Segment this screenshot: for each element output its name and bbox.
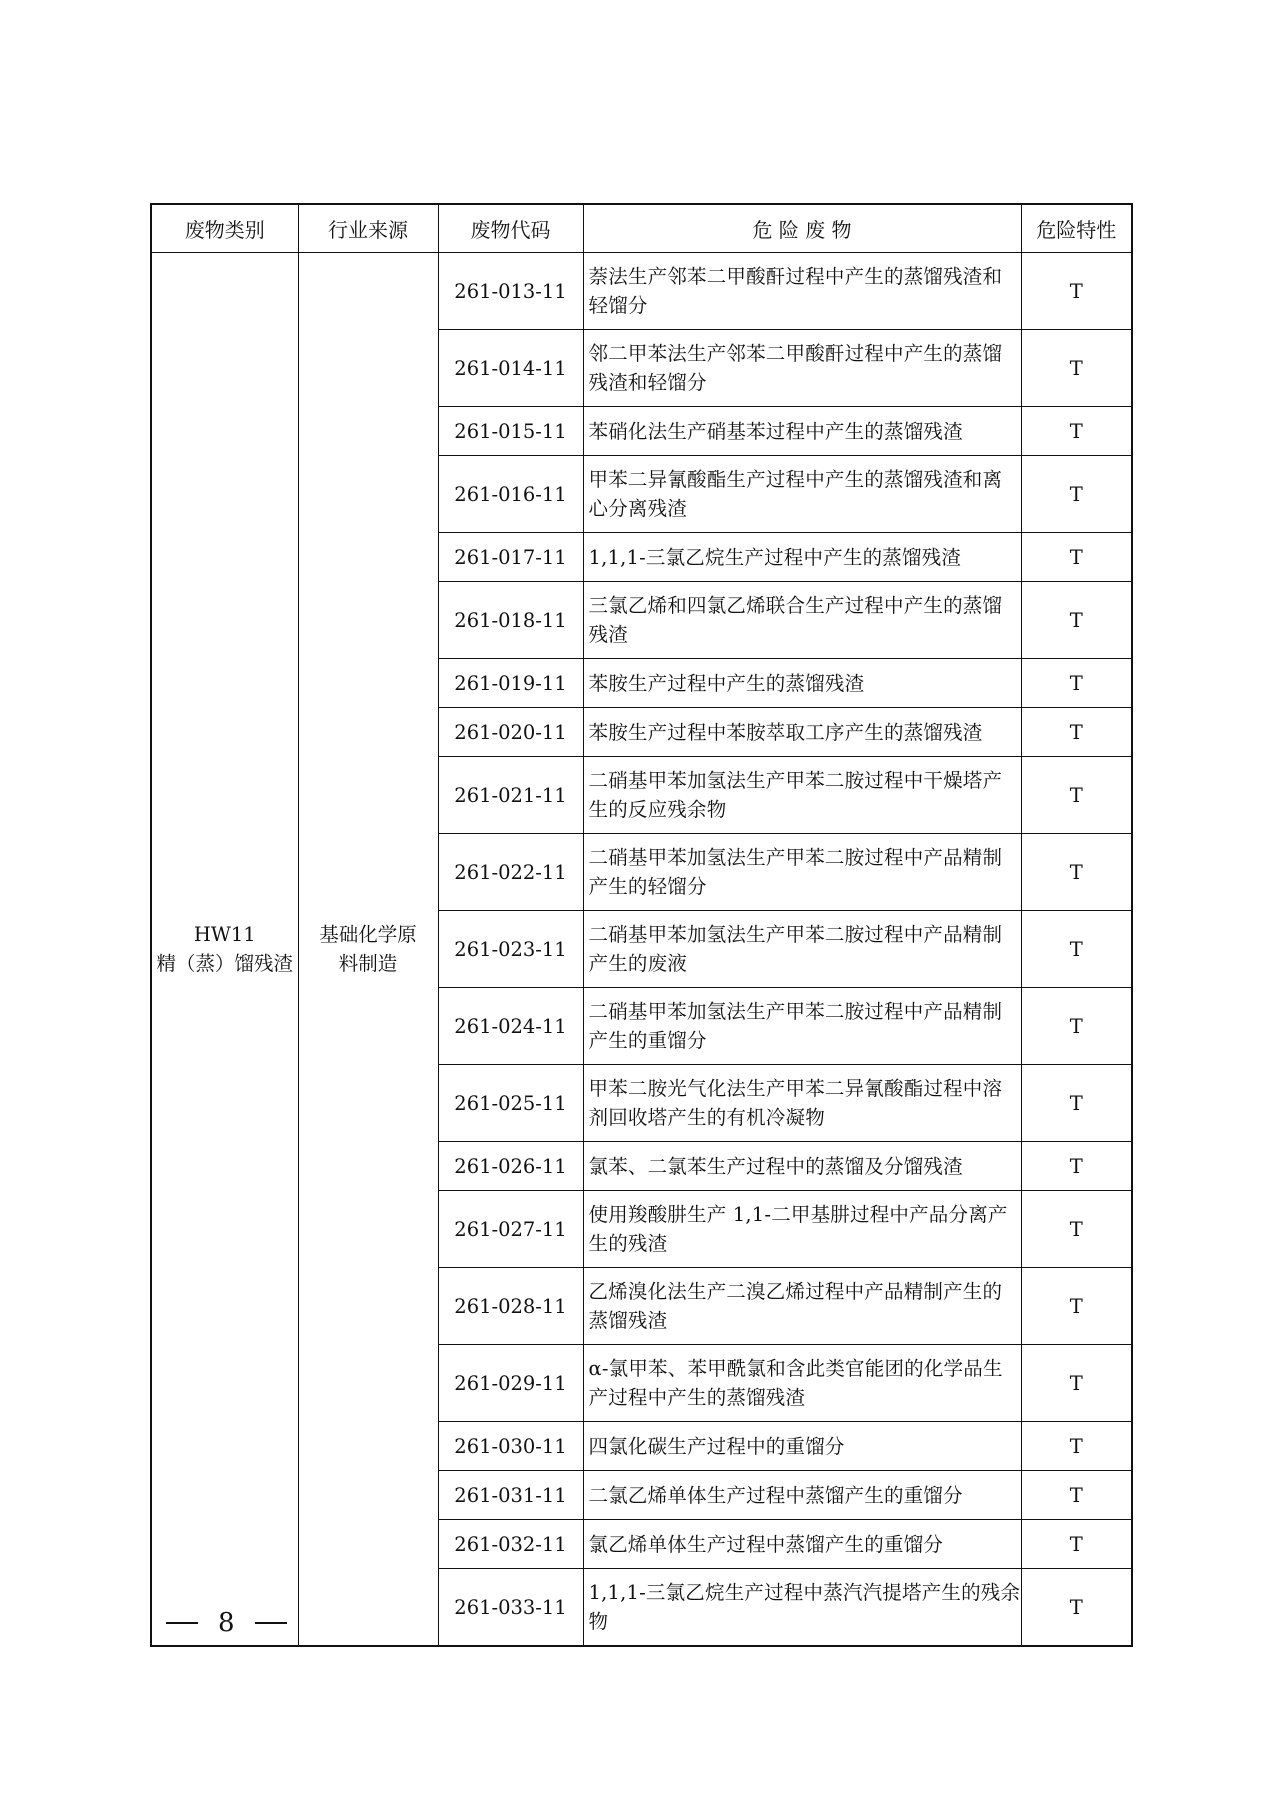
waste-code: 261-033-11: [438, 1569, 583, 1647]
waste-description: 使用羧酸肼生产 1,1-二甲基肼过程中产品分离产生的残渣: [583, 1191, 1021, 1268]
footer-dash-left: [166, 1622, 198, 1624]
waste-code: 261-025-11: [438, 1065, 583, 1142]
hazard-characteristic: T: [1021, 330, 1132, 407]
waste-description: 苯硝化法生产硝基苯过程中产生的蒸馏残渣: [583, 407, 1021, 456]
waste-description: 邻二甲苯法生产邻苯二甲酸酐过程中产生的蒸馏残渣和轻馏分: [583, 330, 1021, 407]
header-industry-source: 行业来源: [298, 204, 438, 253]
waste-description: 氯苯、二氯苯生产过程中的蒸馏及分馏残渣: [583, 1142, 1021, 1191]
waste-description: 甲苯二胺光气化法生产甲苯二异氰酸酯过程中溶剂回收塔产生的有机冷凝物: [583, 1065, 1021, 1142]
waste-description: α-氯甲苯、苯甲酰氯和含此类官能团的化学品生产过程中产生的蒸馏残渣: [583, 1345, 1021, 1422]
waste-code: 261-018-11: [438, 582, 583, 659]
hazard-characteristic: T: [1021, 407, 1132, 456]
waste-code: 261-022-11: [438, 834, 583, 911]
hazardous-waste-table: [150, 203, 1133, 1647]
hazard-characteristic: T: [1021, 1345, 1132, 1422]
hazard-characteristic: T: [1021, 1065, 1132, 1142]
hazard-characteristic: T: [1021, 1471, 1132, 1520]
hazard-characteristic: T: [1021, 582, 1132, 659]
waste-description: 苯胺生产过程中产生的蒸馏残渣: [583, 659, 1021, 708]
hazard-characteristic: T: [1021, 1268, 1132, 1345]
header-hazard-characteristic: 危险特性: [1021, 204, 1132, 253]
waste-code: 261-029-11: [438, 1345, 583, 1422]
waste-code: 261-031-11: [438, 1471, 583, 1520]
header-hazardous-waste: 危 险 废 物: [583, 204, 1021, 253]
hazard-characteristic: T: [1021, 988, 1132, 1065]
hazard-characteristic: T: [1021, 1422, 1132, 1471]
waste-code: 261-030-11: [438, 1422, 583, 1471]
hazard-characteristic: T: [1021, 1142, 1132, 1191]
waste-description: 氯乙烯单体生产过程中蒸馏产生的重馏分: [583, 1520, 1021, 1569]
waste-description: 二硝基甲苯加氢法生产甲苯二胺过程中产品精制产生的废液: [583, 911, 1021, 988]
source-line-2: 料制造: [338, 952, 398, 975]
hazard-characteristic: T: [1021, 834, 1132, 911]
waste-code: 261-015-11: [438, 407, 583, 456]
table-header-row: [151, 204, 1132, 253]
table-row: [151, 253, 1132, 330]
hazard-characteristic: T: [1021, 253, 1132, 330]
category-name: 精（蒸）馏残渣: [156, 952, 293, 975]
hazard-characteristic: T: [1021, 1191, 1132, 1268]
waste-code: 261-026-11: [438, 1142, 583, 1191]
waste-code: 261-016-11: [438, 456, 583, 533]
waste-description: 甲苯二异氰酸酯生产过程中产生的蒸馏残渣和离心分离残渣: [583, 456, 1021, 533]
hazard-characteristic: T: [1021, 757, 1132, 834]
hazard-characteristic: T: [1021, 1520, 1132, 1569]
waste-code: 261-024-11: [438, 988, 583, 1065]
source-line-1: 基础化学原: [319, 923, 417, 946]
hazard-characteristic: T: [1021, 1569, 1132, 1647]
hazard-characteristic: T: [1021, 533, 1132, 582]
industry-source-cell: [298, 253, 438, 1647]
page-footer: [166, 1608, 287, 1638]
waste-description: 1,1,1-三氯乙烷生产过程中产生的蒸馏残渣: [583, 533, 1021, 582]
page-number: 8: [218, 1608, 235, 1638]
header-waste-code: 废物代码: [438, 204, 583, 253]
hazard-characteristic: T: [1021, 708, 1132, 757]
category-code: HW11: [193, 923, 256, 946]
waste-description: 二硝基甲苯加氢法生产甲苯二胺过程中产品精制产生的轻馏分: [583, 834, 1021, 911]
waste-description: 乙烯溴化法生产二溴乙烯过程中产品精制产生的蒸馏残渣: [583, 1268, 1021, 1345]
waste-code: 261-020-11: [438, 708, 583, 757]
hazard-characteristic: T: [1021, 659, 1132, 708]
waste-category-cell: [151, 253, 298, 1647]
waste-description: 二硝基甲苯加氢法生产甲苯二胺过程中产品精制产生的重馏分: [583, 988, 1021, 1065]
waste-code: 261-013-11: [438, 253, 583, 330]
waste-description: 二氯乙烯单体生产过程中蒸馏产生的重馏分: [583, 1471, 1021, 1520]
waste-code: 261-028-11: [438, 1268, 583, 1345]
waste-description: 1,1,1-三氯乙烷生产过程中蒸汽汽提塔产生的残余物: [583, 1569, 1021, 1647]
waste-description: 四氯化碳生产过程中的重馏分: [583, 1422, 1021, 1471]
waste-description: 二硝基甲苯加氢法生产甲苯二胺过程中干燥塔产生的反应残余物: [583, 757, 1021, 834]
waste-code: 261-027-11: [438, 1191, 583, 1268]
hazard-characteristic: T: [1021, 911, 1132, 988]
waste-description: 三氯乙烯和四氯乙烯联合生产过程中产生的蒸馏残渣: [583, 582, 1021, 659]
waste-description: 苯胺生产过程中苯胺萃取工序产生的蒸馏残渣: [583, 708, 1021, 757]
waste-code: 261-032-11: [438, 1520, 583, 1569]
table-body: [151, 253, 1132, 1647]
waste-code: 261-014-11: [438, 330, 583, 407]
footer-dash-right: [255, 1622, 287, 1624]
waste-code: 261-023-11: [438, 911, 583, 988]
hazard-characteristic: T: [1021, 456, 1132, 533]
waste-code: 261-019-11: [438, 659, 583, 708]
waste-code: 261-017-11: [438, 533, 583, 582]
waste-description: 萘法生产邻苯二甲酸酐过程中产生的蒸馏残渣和轻馏分: [583, 253, 1021, 330]
header-waste-category: 废物类别: [151, 204, 298, 253]
waste-code: 261-021-11: [438, 757, 583, 834]
